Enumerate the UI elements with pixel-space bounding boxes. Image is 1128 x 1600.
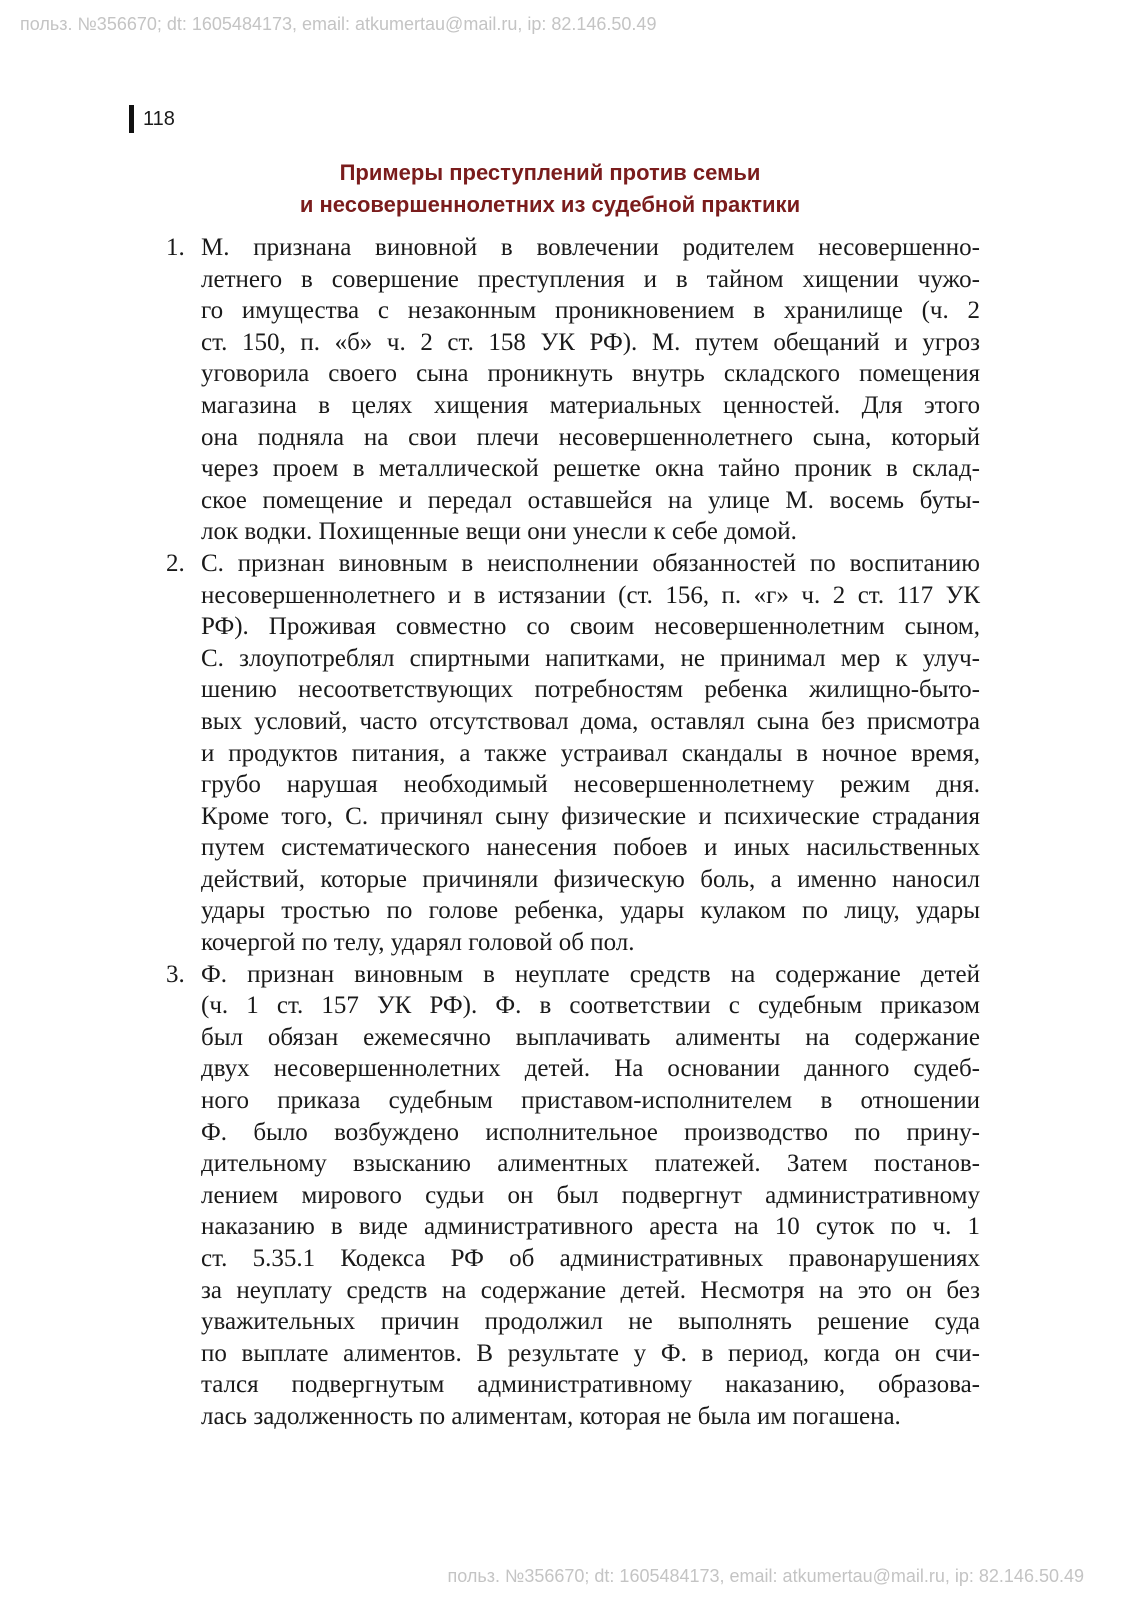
case-text-line: ного приказа судебным приставом-исполнителем в отношении xyxy=(201,1087,980,1115)
case-text-line: уговорила своего сына проникнуть внутрь складского помещения xyxy=(201,360,980,388)
case-item-3 xyxy=(160,959,980,1433)
case-text-line: по выплате алиментов. В результате у Ф. в период, когда он счи- xyxy=(201,1339,980,1367)
case-text-line: и продуктов питания, а также устраивал скандалы в ночное время, xyxy=(201,739,980,767)
case-text-line: путем систематического нанесения побоев и иных насильственных xyxy=(201,834,980,862)
case-text-line: Кроме того, С. причинял сыну физические и психические страдания xyxy=(201,802,980,830)
case-text-line: летнего в совершение преступления и в тайном хищении чужо- xyxy=(201,265,980,293)
case-text-line: С. признан виновным в неисполнении обязанностей по воспитанию xyxy=(201,549,980,577)
case-text-line: лением мирового судьи он был подвергнут административному xyxy=(201,1181,980,1209)
case-text-line: магазина в целях хищения материальных ценностей. Для этого xyxy=(201,391,980,419)
case-text-line: М. признана виновной в вовлечении родителем несовершенно- xyxy=(201,234,980,261)
case-text-line: вых условий, часто отсутствовал дома, оставлял сына без присмотра xyxy=(201,707,980,735)
case-text-line: лась задолженность по алиментам, которая не была им погашена. xyxy=(201,1402,901,1430)
case-text-line: Ф. признан виновным в неуплате средств на содержание детей xyxy=(201,960,980,988)
section-heading-line-1: Примеры преступлений против семьи xyxy=(339,160,761,185)
case-text-line: двух несовершеннолетних детей. На основании данного судеб- xyxy=(201,1055,980,1083)
case-text-line: го имущества с незаконным проникновением в хранилище (ч. 2 xyxy=(201,297,980,325)
case-number: 2. xyxy=(166,549,185,577)
case-text-line: дительному взысканию алиментных платежей. Затем постанов- xyxy=(201,1150,980,1178)
section-heading-line-2: и несовершеннолетних из судебной практики xyxy=(299,192,801,217)
case-text-line: С. злоупотреблял спиртными напитками, не принимал мер к улуч- xyxy=(201,644,980,672)
case-text-line: удары тростью по голове ребенка, удары кулаком по лицу, удары xyxy=(201,897,980,925)
watermark-top: польз. №356670; dt: 1605484173, email: atkumertau@mail.ru, ip: 82.146.50.49 xyxy=(20,14,657,34)
case-number: 3. xyxy=(166,960,185,988)
case-text-line: действий, которые причиняли физическую боль, а именно наносил xyxy=(201,865,980,893)
page-number-bar xyxy=(129,105,134,133)
case-text-line: РФ). Проживая совместно со своим несовершеннолетним сыном, xyxy=(201,613,980,641)
case-text-line: кочергой по телу, ударял головой об пол. xyxy=(201,929,635,957)
case-list xyxy=(160,232,980,1433)
case-text-line: грубо нарушая необходимый несовершеннолетнему режим дня. xyxy=(201,771,980,799)
case-text-line: уважительных причин продолжил не выполнять решение суда xyxy=(201,1308,980,1336)
case-text-line: лок водки. Похищенные вещи они унесли к себе домой. xyxy=(201,518,797,546)
section-heading xyxy=(180,157,920,221)
case-text-line: наказанию в виде административного ареста на 10 суток по ч. 1 xyxy=(201,1213,980,1241)
case-text-line: она подняла на свои плечи несовершеннолетнего сына, который xyxy=(201,423,980,451)
page-number-text: 118 xyxy=(143,107,175,130)
case-text-line: тался подвергнутым административному наказанию, образова- xyxy=(201,1371,980,1399)
case-text-line: Ф. было возбуждено исполнительное производство по прину- xyxy=(201,1118,980,1146)
case-text-line: ст. 5.35.1 Кодекса РФ об административных правонарушениях xyxy=(201,1245,980,1272)
case-number: 1. xyxy=(166,234,185,261)
case-text-line: несовершеннолетнего и в истязании (ст. 156, п. «г» ч. 2 ст. 117 УК xyxy=(201,581,980,609)
case-text-line: через проем в металлической решетке окна тайно проник в склад- xyxy=(201,455,980,483)
case-text-line: за неуплату средств на содержание детей. Несмотря на это он без xyxy=(201,1276,980,1304)
case-text-line: ст. 150, п. «б» ч. 2 ст. 158 УК РФ). М. путем обещаний и угроз xyxy=(201,328,980,356)
case-text-line: ское помещение и передал оставшейся на улице М. восемь буты- xyxy=(201,486,980,514)
case-item-2 xyxy=(160,548,980,959)
case-text-line: шению несоответствующих потребностям ребенка жилищно-быто- xyxy=(201,676,980,704)
case-text-line: (ч. 1 ст. 157 УК РФ). Ф. в соответствии с судебным приказом xyxy=(201,992,980,1020)
case-item-1 xyxy=(160,232,980,548)
case-text-line: был обязан ежемесячно выплачивать алименты на содержание xyxy=(201,1023,980,1051)
watermark-bottom: польз. №356670; dt: 1605484173, email: atkumertau@mail.ru, ip: 82.146.50.49 xyxy=(447,1566,1084,1586)
page-number xyxy=(129,105,175,133)
